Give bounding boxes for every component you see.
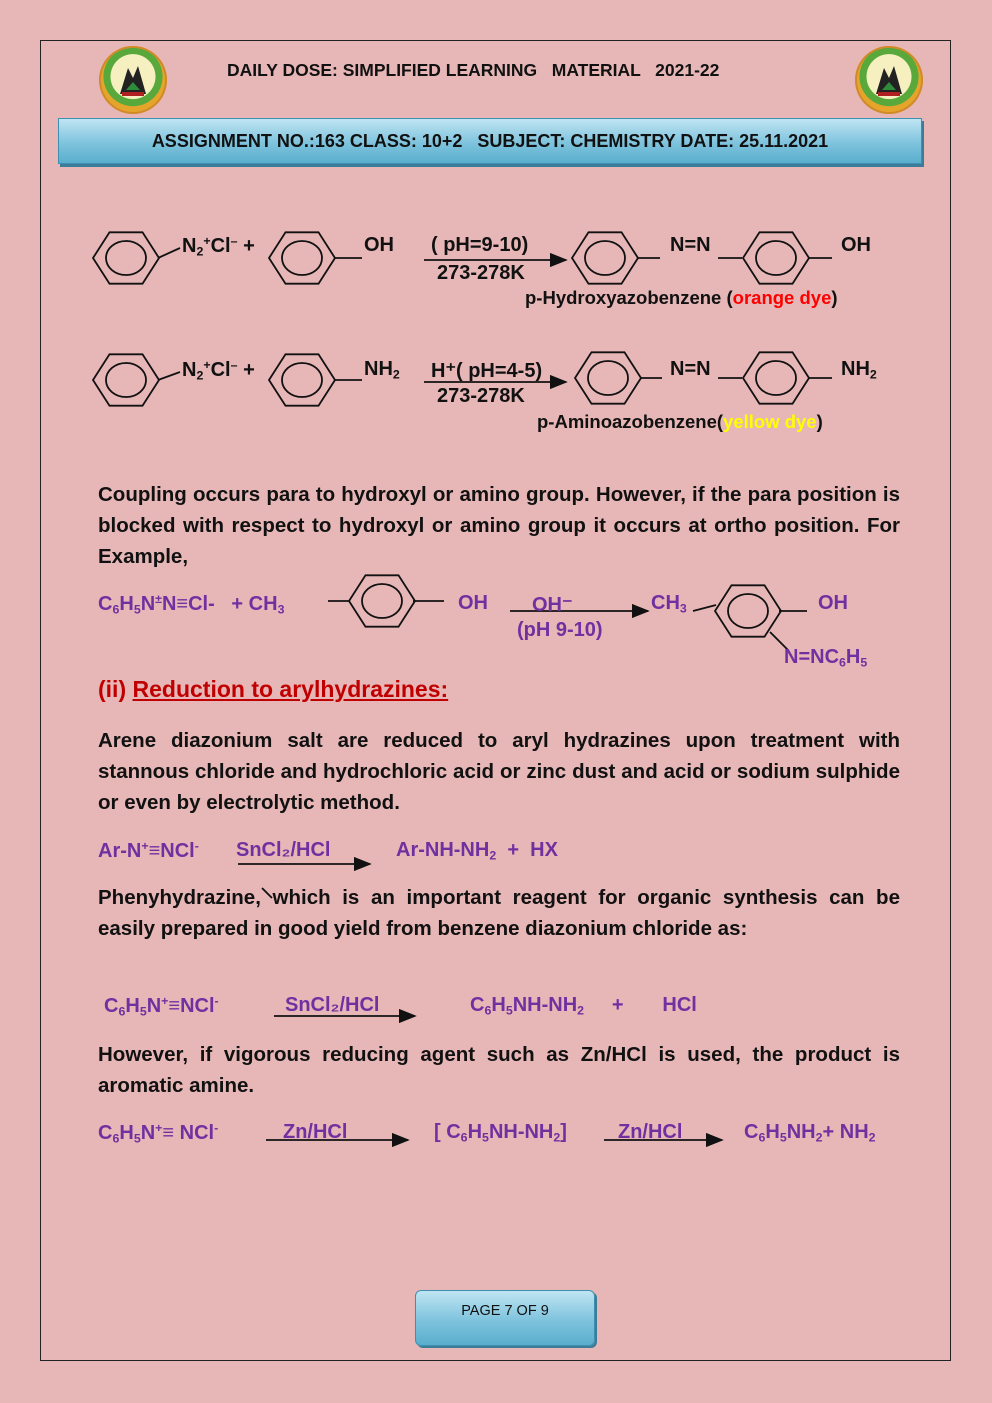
benzene-ring-inner-circle xyxy=(282,363,322,397)
reaction3-condition-top: OH⁻ xyxy=(532,594,573,616)
benzene-ring-inner-circle xyxy=(585,241,625,275)
page-number: PAGE 7 OF 9 xyxy=(461,1303,549,1319)
reaction2-condition-bottom: 273-278K xyxy=(437,385,525,407)
benzene-ring-icon xyxy=(269,232,335,283)
benzene-ring-inner-circle xyxy=(282,241,322,275)
reaction1-condition-top: ( pH=9-10) xyxy=(431,234,529,256)
benzene-ring-inner-circle xyxy=(756,241,796,275)
reaction1-condition-bottom: 273-278K xyxy=(437,262,525,284)
reaction4-product: $Ar-NH-NH_2$ + HX xyxy=(396,839,558,863)
product1-oh-label: OH xyxy=(841,234,871,256)
benzene-ring-icon xyxy=(93,232,159,283)
page-number-box xyxy=(415,1290,595,1346)
phenol-oh-label: OH xyxy=(364,234,394,256)
benzene-ring-inner-circle xyxy=(106,363,146,397)
diazonium-chloride-1: $N_2^+Cl^-$ + xyxy=(182,234,255,259)
benzene-ring-icon xyxy=(575,352,641,403)
benzene-ring-icon xyxy=(93,354,159,405)
benzene-ring-icon xyxy=(715,585,781,636)
reaction5-reactant: $C_6H_5N^+\equiv NCl^-$ xyxy=(104,994,219,1019)
paragraph-coupling: Coupling occurs para to hydroxyl or amino group. However, if the para position is blocked with respect to hydroxyl or amino group it occurs at ortho position. For Example, xyxy=(98,483,900,568)
benzene-ring-inner-circle xyxy=(106,241,146,275)
paragraph-phenylhydrazine: Phenyhydrazine, which is an important reagent for organic synthesis can be easily prepared in good yield from benzene diazonium chloride as: xyxy=(98,886,900,940)
reaction2-condition-top: H⁺( pH=4-5) xyxy=(431,360,543,382)
product1-name: p-Hydroxyazobenzene (orange dye) xyxy=(525,287,838,308)
yellow-dye-label: yellow dye xyxy=(723,411,817,432)
reaction6-reagent1: Zn/HCl xyxy=(283,1121,348,1143)
reaction3-oh-label: OH xyxy=(458,592,488,614)
product2-name: p-Aminoazobenzene(yellow dye) xyxy=(537,411,823,432)
azo-group-2: N=N xyxy=(670,358,711,380)
assignment-banner: ASSIGNMENT NO.:163 CLASS: 10+2 SUBJECT: CHEMISTRY DATE: 25.11.2021 xyxy=(58,118,922,164)
orange-dye-label: orange dye xyxy=(732,287,832,308)
reaction3-reactant: $C_6H_5N^\pm N\equiv Cl- + CH_3$ xyxy=(98,592,285,617)
benzene-ring-inner-circle xyxy=(588,361,628,395)
azo-group-1: N=N xyxy=(670,234,711,256)
reaction5-product: $C_6H_5NH-NH_2$ + HCl xyxy=(470,994,697,1018)
benzene-ring-icon xyxy=(269,354,335,405)
benzene-ring-inner-circle xyxy=(362,584,402,618)
benzene-ring-inner-circle xyxy=(756,361,796,395)
reaction4-reagent: SnCl₂/HCl xyxy=(236,839,331,861)
reaction3-product-ch3: $CH_3$ xyxy=(651,592,687,616)
paragraph-reduction: Arene diazonium salt are reduced to aryl hydrazines upon treatment with stannous chloride and hydrochloric acid or zinc dust and acid or sodium sulphide or even by electrolytic method. xyxy=(98,729,900,814)
section-heading: (ii) Reduction to arylhydrazines: xyxy=(98,676,449,702)
reaction6-intermediate: [ $C_6H_5NH-NH_2$] xyxy=(434,1121,567,1145)
benzene-ring-icon xyxy=(572,232,638,283)
reaction6-reactant: $C_6H_5N^+\equiv NCl^-$ xyxy=(98,1121,219,1146)
benzene-ring-icon xyxy=(743,232,809,283)
benzene-ring-icon xyxy=(743,352,809,403)
benzene-ring-icon xyxy=(349,575,415,626)
reaction6-reagent2: Zn/HCl xyxy=(618,1121,683,1143)
benzene-ring-inner-circle xyxy=(728,594,768,628)
aniline-nh2-label: $NH_2$ xyxy=(364,358,400,382)
reaction3-product-oh: OH xyxy=(818,592,848,614)
reaction5-reagent: SnCl₂/HCl xyxy=(285,994,380,1016)
reaction6-product: $C_6H_5NH_2+ NH_2$ xyxy=(744,1121,876,1145)
reaction4-reactant: Ar-N+≡NCl- xyxy=(98,839,199,862)
header-title: DAILY DOSE: SIMPLIFIED LEARNING MATERIAL 2021-22 xyxy=(227,60,720,80)
reaction3-condition-bottom: (pH 9-10) xyxy=(517,619,603,641)
diazonium-chloride-2: $N_2^+Cl^-$ + xyxy=(182,358,255,383)
paragraph-vigorous: However, if vigorous reducing agent such as Zn/HCl is used, the product is aromatic amine. xyxy=(98,1043,900,1097)
product2-nh2-label: $NH_2$ xyxy=(841,358,877,382)
reaction3-product-azo: $N=NC_6H_5$ xyxy=(784,646,868,670)
